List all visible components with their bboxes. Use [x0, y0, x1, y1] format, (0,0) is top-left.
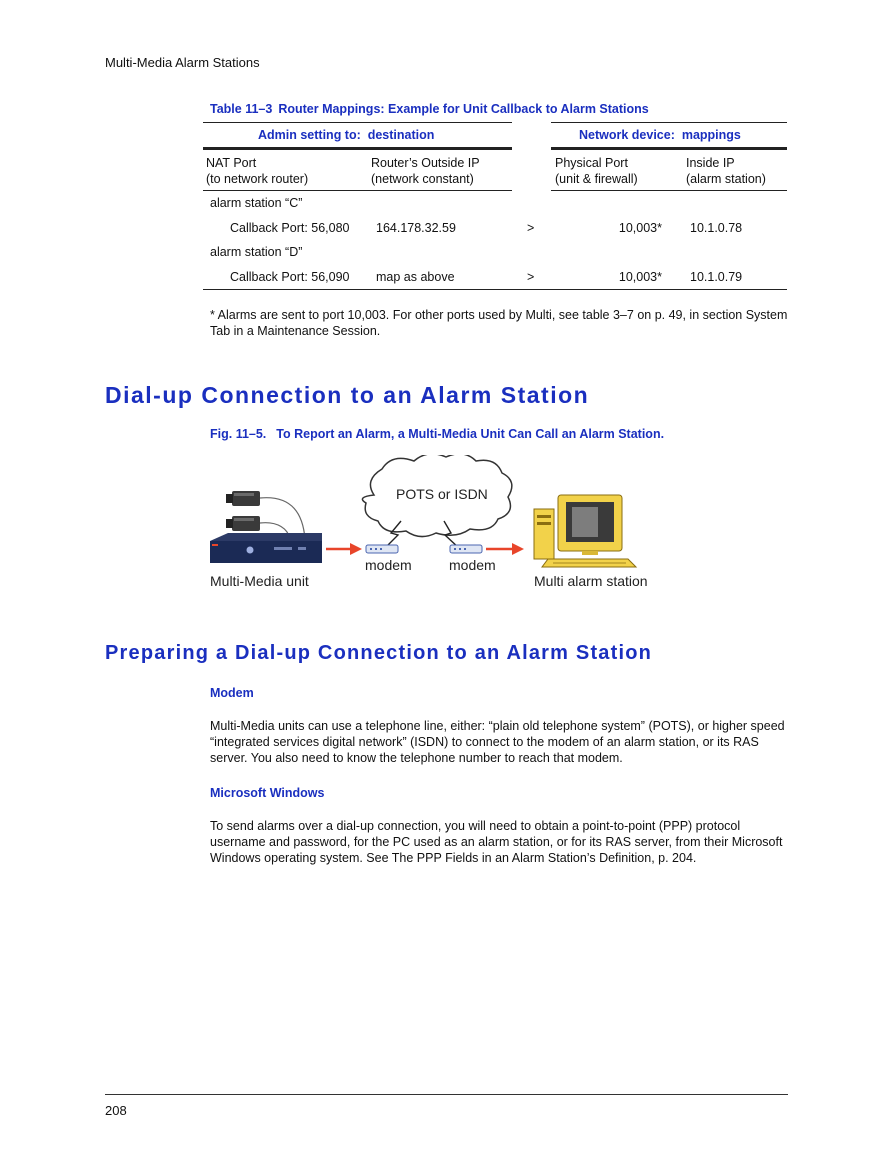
table-row-station: alarm station “D”	[210, 245, 303, 259]
page-number: 208	[105, 1103, 127, 1118]
table-top-rule-left	[203, 122, 512, 123]
table-header-rule-left	[203, 147, 512, 150]
computer-icon	[534, 495, 636, 567]
group-header-network: Network device: mappings	[579, 128, 741, 142]
table-bottom-rule	[203, 289, 787, 290]
column-header-inside-ip: Inside IP (alarm station)	[686, 156, 766, 186]
table-cell-physical-port: 10,003*	[618, 270, 662, 284]
section-title-dialup: Dial-up Connection to an Alarm Station	[105, 382, 590, 408]
table-cell-arrow: >	[527, 221, 535, 235]
running-header: Multi-Media Alarm Stations	[105, 55, 260, 70]
windows-paragraph: To send alarms over a dial-up connection, you will need to obtain a point-to-point (PPP) protocol username and password, for the PC used as an alarm station, or for its RAS server, from their Microsoft Windows operating system. See The PPP Fields in an Alarm Station’s Definition, p. 204.	[210, 819, 783, 865]
table-cell-outside-ip: map as above	[376, 270, 455, 284]
table-number: Table 11–3	[210, 102, 273, 116]
table-row-station: alarm station “C”	[210, 196, 303, 210]
figure-caption	[210, 427, 674, 441]
table-cell-port: Callback Port: 56,080	[230, 221, 350, 235]
cloud-label: POTS or ISDN	[396, 486, 488, 502]
arrow-right-icon	[486, 543, 524, 555]
table-column-rule-left	[203, 190, 512, 191]
modem-icon	[450, 545, 482, 553]
table-column-rule-right	[551, 190, 787, 191]
multimedia-unit-icon	[210, 533, 322, 563]
section-title-preparing: Preparing a Dial-up Connection to an Alarm Station	[105, 642, 653, 664]
column-header-outside-ip: Router’s Outside IP (network constant)	[371, 156, 480, 186]
camera-icon	[226, 516, 260, 531]
table-header-rule-right	[551, 147, 787, 150]
table-caption	[210, 102, 655, 116]
column-header-nat-port: NAT Port (to network router)	[206, 156, 309, 186]
modem-left-label: modem	[365, 557, 412, 573]
windows-heading: Microsoft Windows	[210, 786, 325, 800]
table-top-rule-right	[551, 122, 787, 123]
column-header-physical-port: Physical Port (unit & firewall)	[555, 156, 638, 186]
camera-cable	[260, 498, 305, 539]
arrow-right-icon	[326, 543, 362, 555]
table-cell-inside-ip: 10.1.0.79	[690, 270, 743, 284]
table-cell-port: Callback Port: 56,090	[230, 270, 350, 284]
modem-right-label: modem	[449, 557, 496, 573]
modem-paragraph: Multi-Media units can use a telephone line, either: “plain old telephone system” (POTS), or higher speed “integrated services digital network” (ISDN) to connect to the modem of an alarm station, or its RAS server. You also need to know the telephone number to reach that modem.	[210, 719, 785, 765]
dialup-diagram	[208, 455, 653, 595]
footer-rule	[105, 1094, 788, 1095]
table-cell-outside-ip: 164.178.32.59	[376, 221, 456, 235]
camera-icon	[226, 491, 260, 506]
group-header-admin: Admin setting to: destination	[258, 128, 435, 142]
modem-icon	[366, 545, 398, 553]
figure-caption-text: To Report an Alarm, a Multi-Media Unit Can Call an Alarm Station.	[276, 427, 665, 441]
table-footnote: * Alarms are sent to port 10,003. For other ports used by Multi, see table 3–7 on p. 49, in section System Tab in a Maintenance Session.	[210, 308, 788, 338]
table-cell-arrow: >	[527, 270, 535, 284]
modem-heading: Modem	[210, 686, 254, 700]
station-label: Multi alarm station	[534, 573, 648, 589]
table-cell-physical-port: 10,003*	[618, 221, 662, 235]
unit-label: Multi-Media unit	[210, 573, 309, 589]
figure-number: Fig. 11–5.	[210, 427, 267, 441]
table-cell-inside-ip: 10.1.0.78	[690, 221, 743, 235]
table-title: Router Mappings: Example for Unit Callback to Alarm Stations	[278, 102, 649, 116]
